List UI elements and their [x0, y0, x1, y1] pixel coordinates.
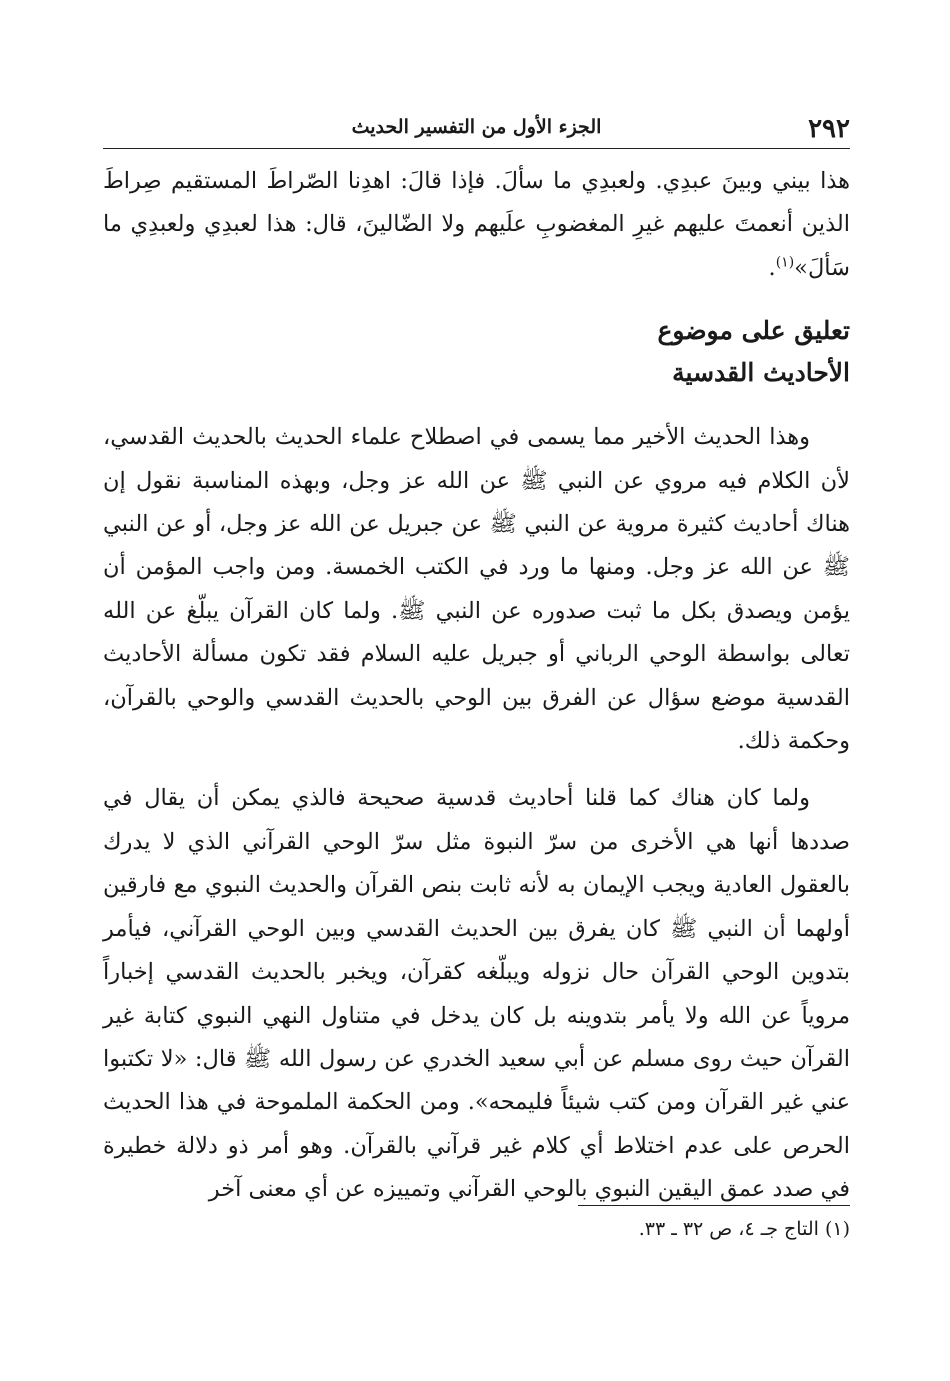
page-header — [103, 112, 850, 149]
section-heading — [103, 310, 850, 394]
paragraph-1: وهذا الحديث الأخير مما يسمى في اصطلاح علماء الحديث بالحديث القدسي، لأن الكلام فيه مروي عن النبي ﷺ عن الله عز وجل، وبهذه المناسبة نقول إن هناك أحاديث كثيرة مروية عن النبي ﷺ عن جبريل عن الله عز وجل، أو عن النبي ﷺ عن الله عز وجل. ومنها ما ورد في الكتب الخمسة. ومن واجب المؤمن أن يؤمن ويصدق بكل ما ثبت صدوره عن النبي ﷺ. ولما كان القرآن يبلّغ عن الله تعالى بواسطة الوحي الرباني أو جبريل عليه السلام فقد تكون مسألة الأحاديث القدسية موضع سؤال عن الفرق بين الوحي بالحديث القدسي والوحي بالقرآن، وحكمة ذلك. — [103, 424, 850, 755]
page-body — [103, 160, 850, 1212]
footnote-divider — [578, 1205, 850, 1206]
paragraph-2: ولما كان هناك كما قلنا أحاديث قدسية صحيحة فالذي يمكن أن يقال في صددها أنها هي الأخرى من سرّ النبوة مثل سرّ الوحي القرآني الذي لا يدرك بالعقول العادية ويجب الإيمان به لأنه ثابت بنص القرآن والحديث النبوي مع فارقين أولهما أن النبي ﷺ كان يفرق بين الحديث القدسي وبين الوحي القرآني، فيأمر بتدوين الوحي القرآن حال نزوله ويبلّغه كقرآن، ويخبر بالحديث القدسي إخباراً مروياً عن الله ولا يأمر بتدوينه بل كان يدخل في متناول النهي النبوي كتابة غير القرآن حيث روى مسلم عن أبي سعيد الخدري عن رسول الله ﷺ قال: «لا تكتبوا عني غير القرآن ومن كتب شيئاً فليمحه». ومن الحكمة الملموحة في هذا الحديث الحرص على عدم اختلاط أي كلام غير قرآني بالقرآن. وهو أمر ذو دلالة خطيرة في صدد عمق اليقين النبوي بالوحي القرآني وتمييزه عن أي معنى آخر — [103, 785, 850, 1203]
page-number: ٢٩٢ — [808, 114, 850, 144]
opening-paragraph-text: هذا بيني وبينَ عبدِي. ولعبدِي ما سألَ. فإذا قالَ: اهدِنا الصّراطَ المستقيم صِراطَ الذين أنعمتَ عليهم غيرِ المغضوبِ علَيهم ولا الضّالينَ، قال: هذا لعبدِي ولعبدِي ما سَألَ» — [103, 168, 850, 281]
section-heading-line-1: تعليق على موضوع — [657, 316, 850, 346]
section-heading-line-2: الأحاديث القدسية — [672, 358, 850, 388]
paragraph-gap — [103, 763, 850, 777]
opening-paragraph-end: . — [768, 254, 776, 281]
opening-paragraph — [103, 160, 850, 290]
footnote: (١) التاج جـ ٤، ص ٣٢ ـ ٣٣. — [638, 1218, 850, 1240]
footnote-reference: (١) — [775, 254, 795, 271]
running-title: الجزء الأول من التفسير الحديث — [351, 116, 602, 138]
